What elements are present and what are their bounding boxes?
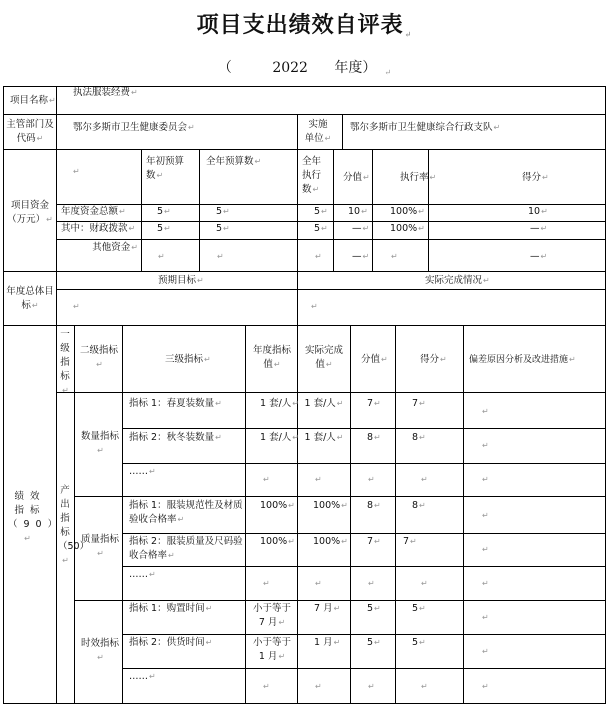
indicator-item-target [262, 577, 270, 591]
indicators-header-level1: 一级指标 ↵ [58, 328, 72, 398]
funds-row-name: 其中：财政拨款 ↵ [61, 222, 135, 236]
funds-header-rate: 执行率 ↵ [400, 171, 436, 185]
indicator-item-weight: 7 ↵ [367, 397, 381, 411]
indicator-item-score: 7 ↵ [403, 535, 417, 549]
indicator-item-deviation [481, 680, 489, 694]
funds-row-annual: 5 ↵ [216, 222, 230, 236]
funds-row-initial [157, 250, 165, 264]
funds-row-name: 年度资金总额 ↵ [61, 205, 126, 219]
indicators-header-weight: 分值 ↵ [361, 353, 388, 367]
funds-row-score: — ↵ [530, 222, 547, 236]
indicator-item-score [420, 473, 428, 487]
funds-row-initial: 5 ↵ [157, 222, 171, 236]
indicators-header-actual: 实际完成值 ↵ [301, 344, 347, 372]
funds-row-exec [314, 250, 322, 264]
funds-row-score: 10 ↵ [528, 205, 548, 219]
indicators-header-annual: 年度指标值 ↵ [249, 344, 295, 372]
funds-row-initial: 5 ↵ [157, 205, 171, 219]
indicator-item-actual: 7 月 ↵ [314, 602, 340, 616]
group-quality: 质量指标 ↵ [80, 533, 120, 561]
indicator-item-score [420, 577, 428, 591]
indicator-item-weight: 5 ↵ [367, 602, 381, 616]
indicators-label: 绩效指标（90） ↵ [8, 490, 52, 546]
goals-planned-header: 预期目标 ↵ [158, 274, 204, 288]
indicator-item-target: 100% ↵ [260, 535, 295, 549]
indicator-item-target: 100% ↵ [260, 499, 295, 513]
indicator-item-score: 8 ↵ [412, 431, 426, 445]
indicators-header-score: 得分 ↵ [420, 353, 447, 367]
indicator-item-target: 1 套/人 ↵ [260, 431, 299, 445]
indicator-item-actual: 1 套/人 ↵ [302, 431, 346, 445]
indicator-item-weight: 5 ↵ [367, 636, 381, 650]
indicator-item-actual [314, 577, 322, 591]
funds-row-rate: 100% ↵ [390, 222, 425, 236]
indicator-item-deviation [481, 611, 489, 625]
year-line [0, 57, 609, 77]
funds-row-rate [390, 250, 398, 264]
indicator-item-deviation [481, 645, 489, 659]
indicator-item-target: 小于等于 7 月 ↵ [250, 602, 294, 630]
goals-actual-value [310, 300, 318, 314]
indicator-item-actual [314, 473, 322, 487]
funds-header-exec: 全年执行数 ↵ [302, 155, 328, 197]
funds-header-score: 得分 ↵ [522, 171, 549, 185]
funds-row-annual [216, 250, 224, 264]
indicator-item-name: 指标 2：服装质量及尺码验收合格率 ↵ [129, 535, 243, 563]
group-timeliness: 时效指标 ↵ [80, 637, 120, 665]
goals-planned-value [72, 300, 80, 314]
indicator-item-target: 小于等于 1 月 ↵ [250, 636, 294, 664]
indicator-item-weight: 7 ↵ [367, 535, 381, 549]
indicator-item-name: …… ↵ [129, 465, 156, 479]
indicator-item-weight: 8 ↵ [367, 499, 381, 513]
page-title: 项目支出绩效自评表 ↵ [0, 8, 609, 39]
funds-label: 项目资金（万元） ↵ [6, 199, 54, 227]
goals-label: 年度总体目标 ↵ [6, 285, 54, 313]
indicator-item-name: 指标 1：服装规范性及材质验收合格率 ↵ [129, 499, 243, 527]
indicator-item-actual: 100% ↵ [313, 499, 348, 513]
indicator-item-actual: 1 套/人 ↵ [302, 397, 346, 411]
funds-row-weight: 10 ↵ [348, 205, 368, 219]
indicator-item-score: 8 ↵ [412, 499, 426, 513]
impl-value: 鄂尔多斯市卫生健康综合行政支队 ↵ [350, 121, 500, 135]
indicator-item-deviation [481, 543, 489, 557]
indicator-item-deviation [481, 439, 489, 453]
year-open: （ [217, 60, 232, 76]
indicator-item-deviation [481, 473, 489, 487]
funds-header-blank [72, 165, 80, 179]
indicator-item-name: 指标 1：春夏装数量 ↵ [129, 397, 222, 411]
dept-value: 鄂尔多斯市卫生健康委员会 ↵ [73, 121, 195, 135]
dept-label: 主管部门及代码 ↵ [6, 118, 54, 146]
project-name-value: 执法服装经费 ↵ [73, 86, 138, 100]
funds-row-exec: 5 ↵ [314, 222, 328, 236]
group-quantity: 数量指标 ↵ [80, 430, 120, 458]
indicators-header-level2: 二级指标 ↵ [79, 344, 119, 372]
indicator-item-name: 指标 2：供货时间 ↵ [129, 636, 212, 650]
indicator-item-target [262, 680, 270, 694]
indicator-item-weight [367, 680, 375, 694]
indicator-item-deviation [481, 577, 489, 591]
indicators-header-deviation: 偏差原因分析及改进措施 ↵ [469, 353, 576, 367]
indicator-item-deviation [481, 405, 489, 419]
funds-row-weight: — ↵ [352, 222, 369, 236]
indicator-item-score: 5 ↵ [412, 602, 426, 616]
indicator-item-actual: 1 月 ↵ [314, 636, 340, 650]
funds-header-initial: 年初预算数 ↵ [146, 155, 186, 183]
funds-row-name: 其他资金 ↵ [58, 241, 138, 255]
indicator-item-name: …… ↵ [129, 568, 156, 582]
year-unit: 年度） [334, 60, 377, 76]
indicator-item-weight [367, 577, 375, 591]
funds-row-annual: 5 ↵ [216, 205, 230, 219]
indicator-item-target: 1 套/人 ↵ [260, 397, 299, 411]
indicator-item-name: 指标 1：购置时间 ↵ [129, 602, 212, 616]
year-value: 2022 [272, 60, 308, 76]
indicator-item-name: …… ↵ [129, 670, 156, 684]
indicator-item-score: 5 ↵ [412, 636, 426, 650]
indicator-item-weight: 8 ↵ [367, 431, 381, 445]
funds-header-weight: 分值 ↵ [343, 171, 370, 185]
funds-header-annual: 全年预算数 ↵ [206, 155, 261, 169]
funds-row-rate: 100% ↵ [390, 205, 425, 219]
goals-actual-header: 实际完成情况 ↵ [425, 274, 490, 288]
level1-output: 产出指标（50） ↵ [58, 484, 72, 568]
indicator-item-name: 指标 2：秋冬装数量 ↵ [129, 431, 222, 445]
funds-row-exec: 5 ↵ [314, 205, 328, 219]
indicator-item-score: 7 ↵ [412, 397, 426, 411]
indicator-item-score [420, 680, 428, 694]
indicator-item-target [262, 473, 270, 487]
indicators-header-level3: 三级指标 ↵ [165, 353, 211, 367]
indicator-item-deviation [481, 509, 489, 523]
indicator-item-weight [367, 473, 375, 487]
funds-row-weight: — ↵ [352, 250, 369, 264]
indicator-item-actual: 100% ↵ [313, 535, 348, 549]
funds-row-score: — ↵ [530, 250, 547, 264]
project-name-label: 项目名称 ↵ [10, 94, 56, 108]
indicator-item-actual [314, 680, 322, 694]
impl-label: 实施单位 ↵ [304, 118, 332, 146]
